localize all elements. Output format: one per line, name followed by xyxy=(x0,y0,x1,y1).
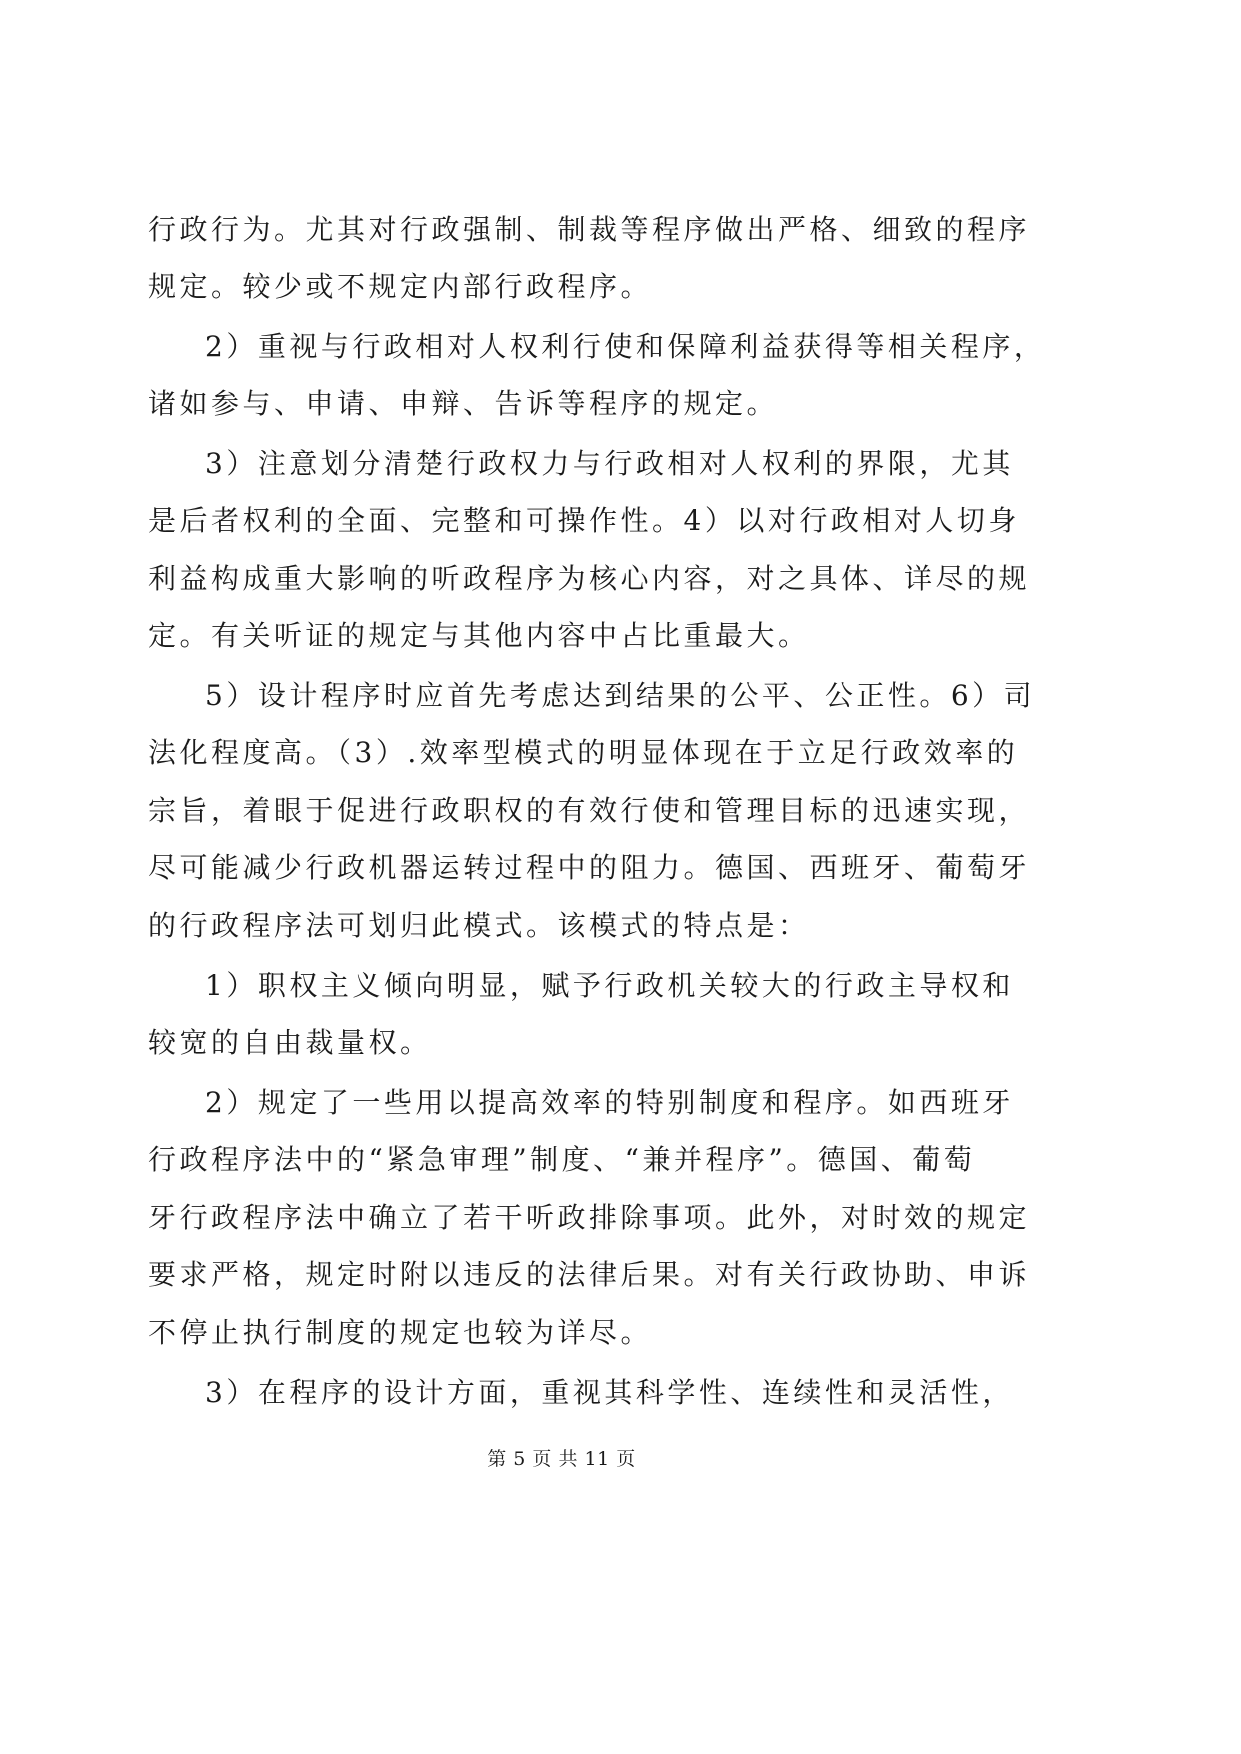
text-line: 行政行为。尤其对行政强制、制裁等程序做出严格、细致的程序 xyxy=(148,213,1031,246)
text-line: 3）在程序的设计方面，重视其科学性、连续性和灵活性， xyxy=(205,1376,1014,1409)
text-line: 宗旨，着眼于促进行政职权的有效行使和管理目标的迅速实现， xyxy=(148,794,1031,827)
text-line: 2）规定了一些用以提高效率的特别制度和程序。如西班牙 xyxy=(205,1086,1014,1119)
text-line: 法化程度高。（3）.效率型模式的明显体现在于立足行政效率的 xyxy=(148,736,1019,769)
text-line: 要求严格，规定时附以违反的法律后果。对有关行政协助、申诉 xyxy=(148,1258,1031,1291)
text-line: 规定。较少或不规定内部行政程序。 xyxy=(148,270,653,303)
page-footer: 第 5 页 共 11 页 xyxy=(487,1448,636,1470)
text-line: 行政程序法中的“紧急审理”制度、“兼并程序”。德国、葡萄 xyxy=(148,1143,976,1176)
text-line: 5）设计程序时应首先考虑达到结果的公平、公正性。6）司 xyxy=(205,679,1036,712)
text-line: 利益构成重大影响的听政程序为核心内容，对之具体、详尽的规 xyxy=(148,562,1031,595)
text-line: 定。有关听证的规定与其他内容中占比重最大。 xyxy=(148,619,810,652)
text-line: 较宽的自由裁量权。 xyxy=(148,1026,432,1059)
text-line: 1）职权主义倾向明显，赋予行政机关较大的行政主导权和 xyxy=(205,969,1014,1002)
text-line: 2）重视与行政相对人权利行使和保障利益获得等相关程序， xyxy=(205,330,1046,363)
text-line: 的行政程序法可划归此模式。该模式的特点是： xyxy=(148,909,810,942)
text-line: 是后者权利的全面、完整和可操作性。4）以对行政相对人切身 xyxy=(148,504,1020,537)
text-line: 牙行政程序法中确立了若干听政排除事项。此外，对时效的规定 xyxy=(148,1201,1031,1234)
text-line: 尽可能减少行政机器运转过程中的阻力。德国、西班牙、葡萄牙 xyxy=(148,851,1031,884)
text-line: 诸如参与、申请、申辩、告诉等程序的规定。 xyxy=(148,387,779,420)
text-line: 不停止执行制度的规定也较为详尽。 xyxy=(148,1316,653,1349)
text-line: 3）注意划分清楚行政权力与行政相对人权利的界限，尤其 xyxy=(205,447,1014,480)
